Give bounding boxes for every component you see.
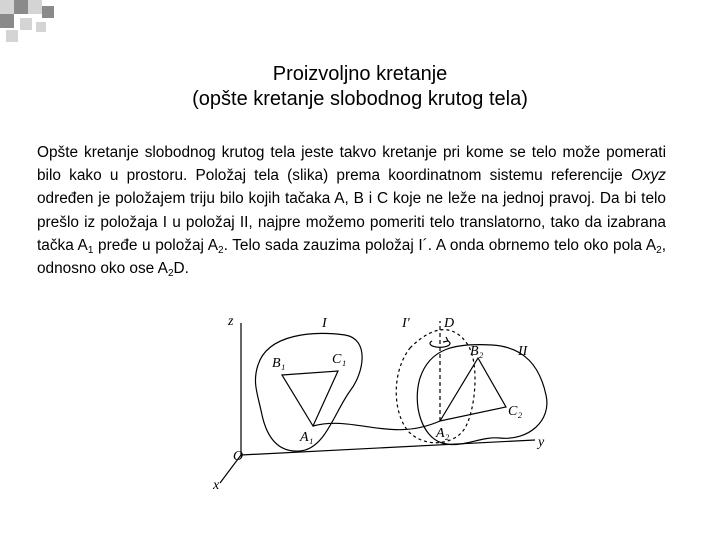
text-run: pređe u položaj A [93, 236, 219, 254]
label-A2: A₂ [436, 426, 450, 441]
label-x: x [213, 478, 220, 493]
label-y: y [538, 435, 545, 450]
text-run-italic: Oxyz [630, 167, 666, 185]
label-D: D [444, 316, 455, 331]
text-run: D. [173, 260, 189, 278]
label-B2: B₂ [470, 344, 484, 359]
triangle-2 [440, 358, 506, 421]
corner-decoration [0, 0, 80, 50]
title-line-2: (opšte kretanje slobodnog krutog tela) [192, 88, 528, 110]
triangle-1 [282, 371, 338, 426]
label-C2: C₂ [508, 404, 523, 419]
label-II: II [518, 344, 528, 359]
label-A1: A₁ [300, 430, 314, 445]
page-title [60, 62, 660, 112]
label-B1: B₁ [272, 356, 286, 371]
label-O: O [233, 449, 244, 464]
label-I: I [322, 316, 327, 331]
label-I-prime: I' [402, 316, 410, 331]
text-run: Opšte kretanje slobodnog krutog tela jeste takvo kretanje pri kome se telo može pomerati bilo kako u prostoru. Položaj tela (slika) prema koordinatnom sistemu referencije [37, 144, 666, 185]
rotation-arrow-head [443, 337, 448, 342]
subscript: 2 [218, 244, 224, 256]
title-line-1: Proizvoljno kretanje [272, 63, 448, 85]
motion-diagram [210, 303, 560, 493]
y-axis [241, 440, 535, 455]
subscript: 2 [656, 244, 662, 256]
body-paragraph [37, 141, 666, 280]
label-C1: C₁ [332, 352, 347, 367]
label-z: z [228, 314, 234, 329]
subscript: 1 [87, 244, 94, 256]
text-run: , odnosno oko ose A [37, 236, 666, 278]
text-run: . Telo sada zauzima položaj I´. A onda obrnemo telo oko pola A [223, 236, 657, 254]
subscript: 2 [167, 268, 174, 280]
text-run: određen je položajem triju bilo kojih tačaka A, B i C koje ne leže na jednoj pravoj. Da bi telo prešlo iz položaja I u položaj II, najpre možemo pomeriti telo translatorno, tako da izabrana tačka A [37, 190, 666, 254]
